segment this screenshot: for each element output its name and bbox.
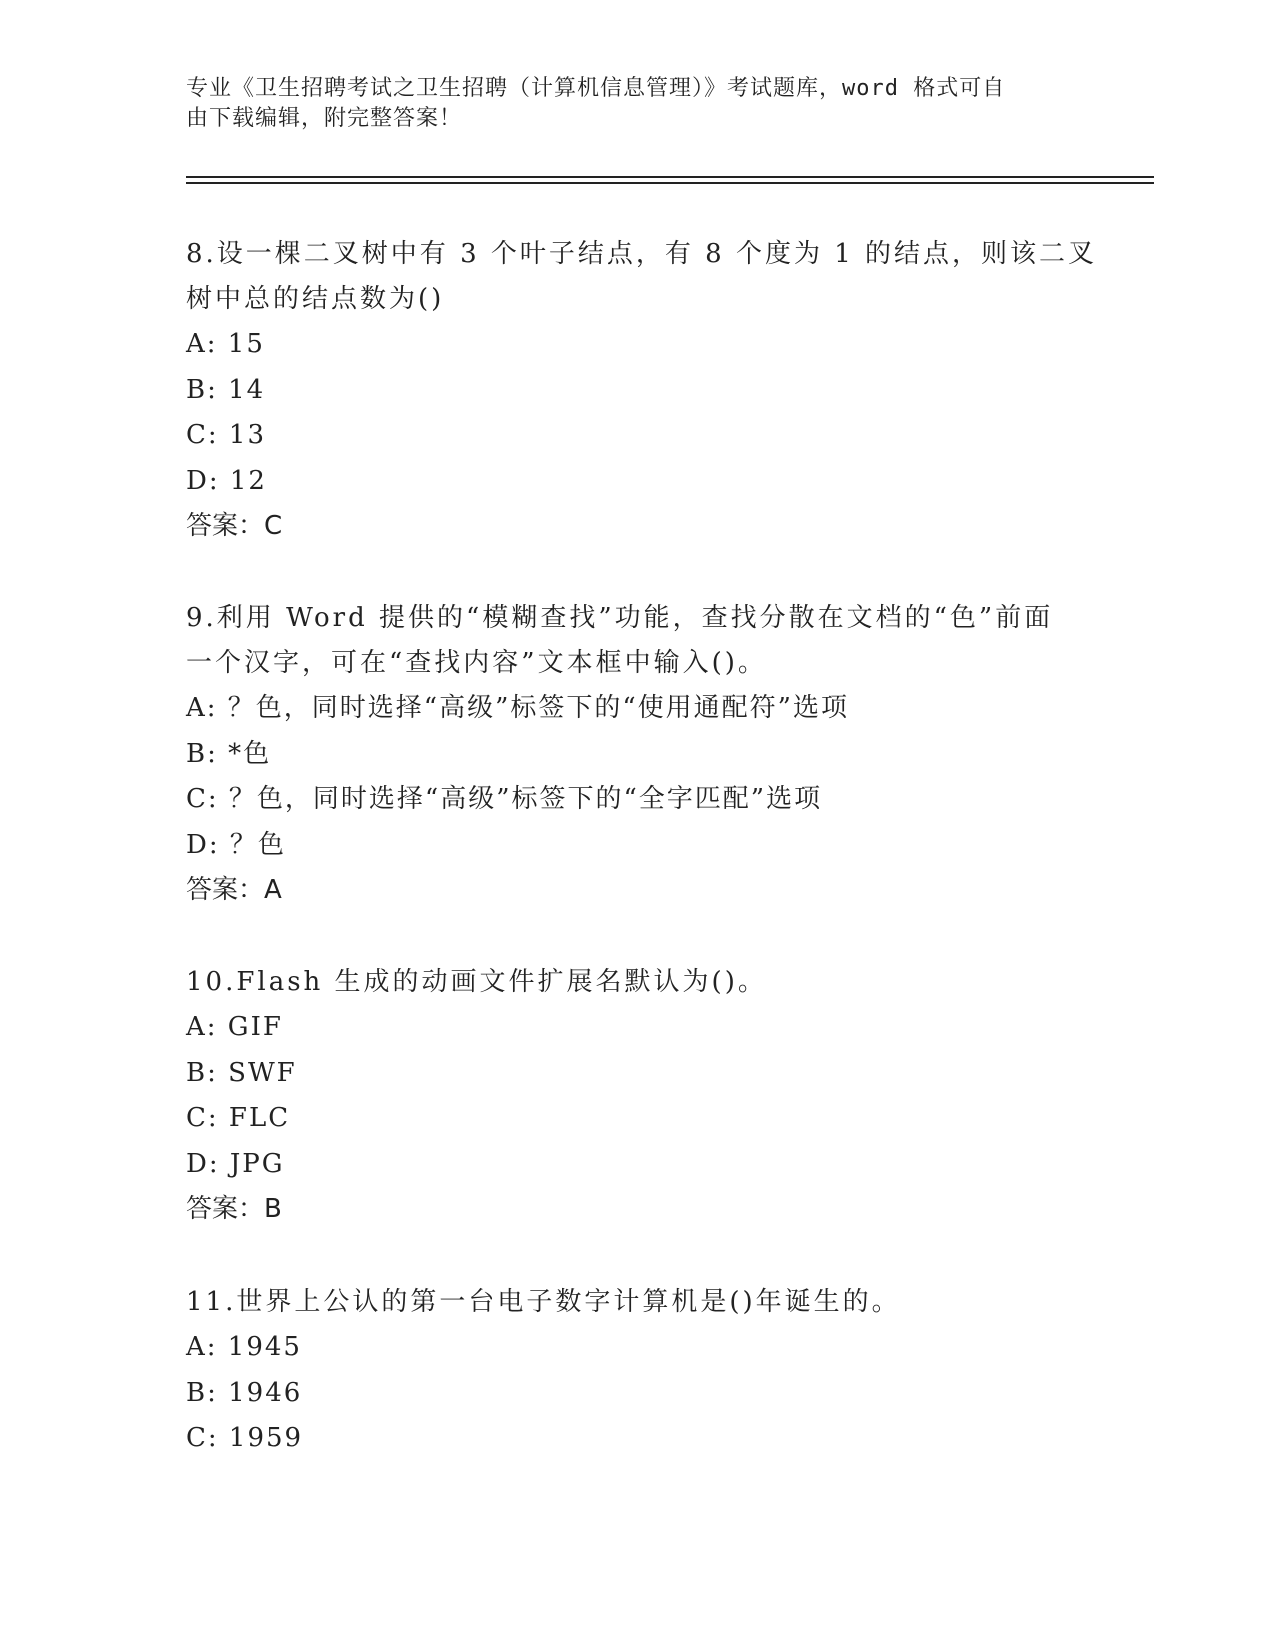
- header-line-2: 由下载编辑，附完整答案！: [186, 106, 463, 131]
- header-divider-top: [186, 176, 1154, 178]
- option-c: C: 13: [186, 420, 267, 450]
- option-d: D: 12: [186, 465, 267, 496]
- option-c: C: FLC: [186, 1103, 291, 1133]
- question-text-line: 9.利用 Word 提供的“模糊查找”功能，查找分散在文档的“色”前面: [186, 603, 1054, 633]
- answer-label: 答案：B: [186, 1194, 282, 1224]
- option-d: D: JPG: [186, 1148, 285, 1179]
- option-a: A: GIF: [186, 1012, 283, 1042]
- question-text-line: 11.世界上公认的第一台电子数字计算机是()年诞生的。: [186, 1287, 901, 1317]
- option-b: B: 1946: [186, 1377, 303, 1408]
- option-b: B: SWF: [186, 1057, 297, 1088]
- question-8: [186, 232, 1098, 550]
- question-10: [186, 960, 1086, 1233]
- question-text-line: 8.设一棵二叉树中有 3 个叶子结点，有 8 个度为 1 的结点，则该二叉: [186, 239, 1098, 269]
- option-b: B: 14: [186, 374, 266, 405]
- document-header: [186, 74, 1066, 134]
- question-text-line: 10.Flash 生成的动画文件扩展名默认为()。: [186, 967, 767, 997]
- option-a: A: ？色，同时选择“高级”标签下的“使用通配符”选项: [186, 693, 849, 723]
- option-c: C: ？色，同时选择“高级”标签下的“全字匹配”选项: [186, 784, 823, 814]
- option-a: A: 15: [186, 329, 265, 359]
- answer-label: 答案：C: [186, 511, 283, 541]
- question-9: [186, 596, 1086, 914]
- header-divider-bottom: [186, 182, 1154, 184]
- question-text-line: 一个汉字，可在“查找内容”文本框中输入()。: [186, 648, 767, 678]
- option-c: C: 1959: [186, 1423, 304, 1453]
- option-b: B: *色: [186, 738, 272, 769]
- answer-label: 答案：A: [186, 875, 282, 905]
- option-d: D: ？色: [186, 829, 286, 860]
- option-a: A: 1945: [186, 1332, 302, 1362]
- question-text-line: 树中总的结点数为(): [186, 284, 445, 314]
- header-line-1: 专业《卫生招聘考试之卫生招聘（计算机信息管理）》考试题库，word 格式可自: [186, 76, 1006, 101]
- question-11: [186, 1280, 1086, 1462]
